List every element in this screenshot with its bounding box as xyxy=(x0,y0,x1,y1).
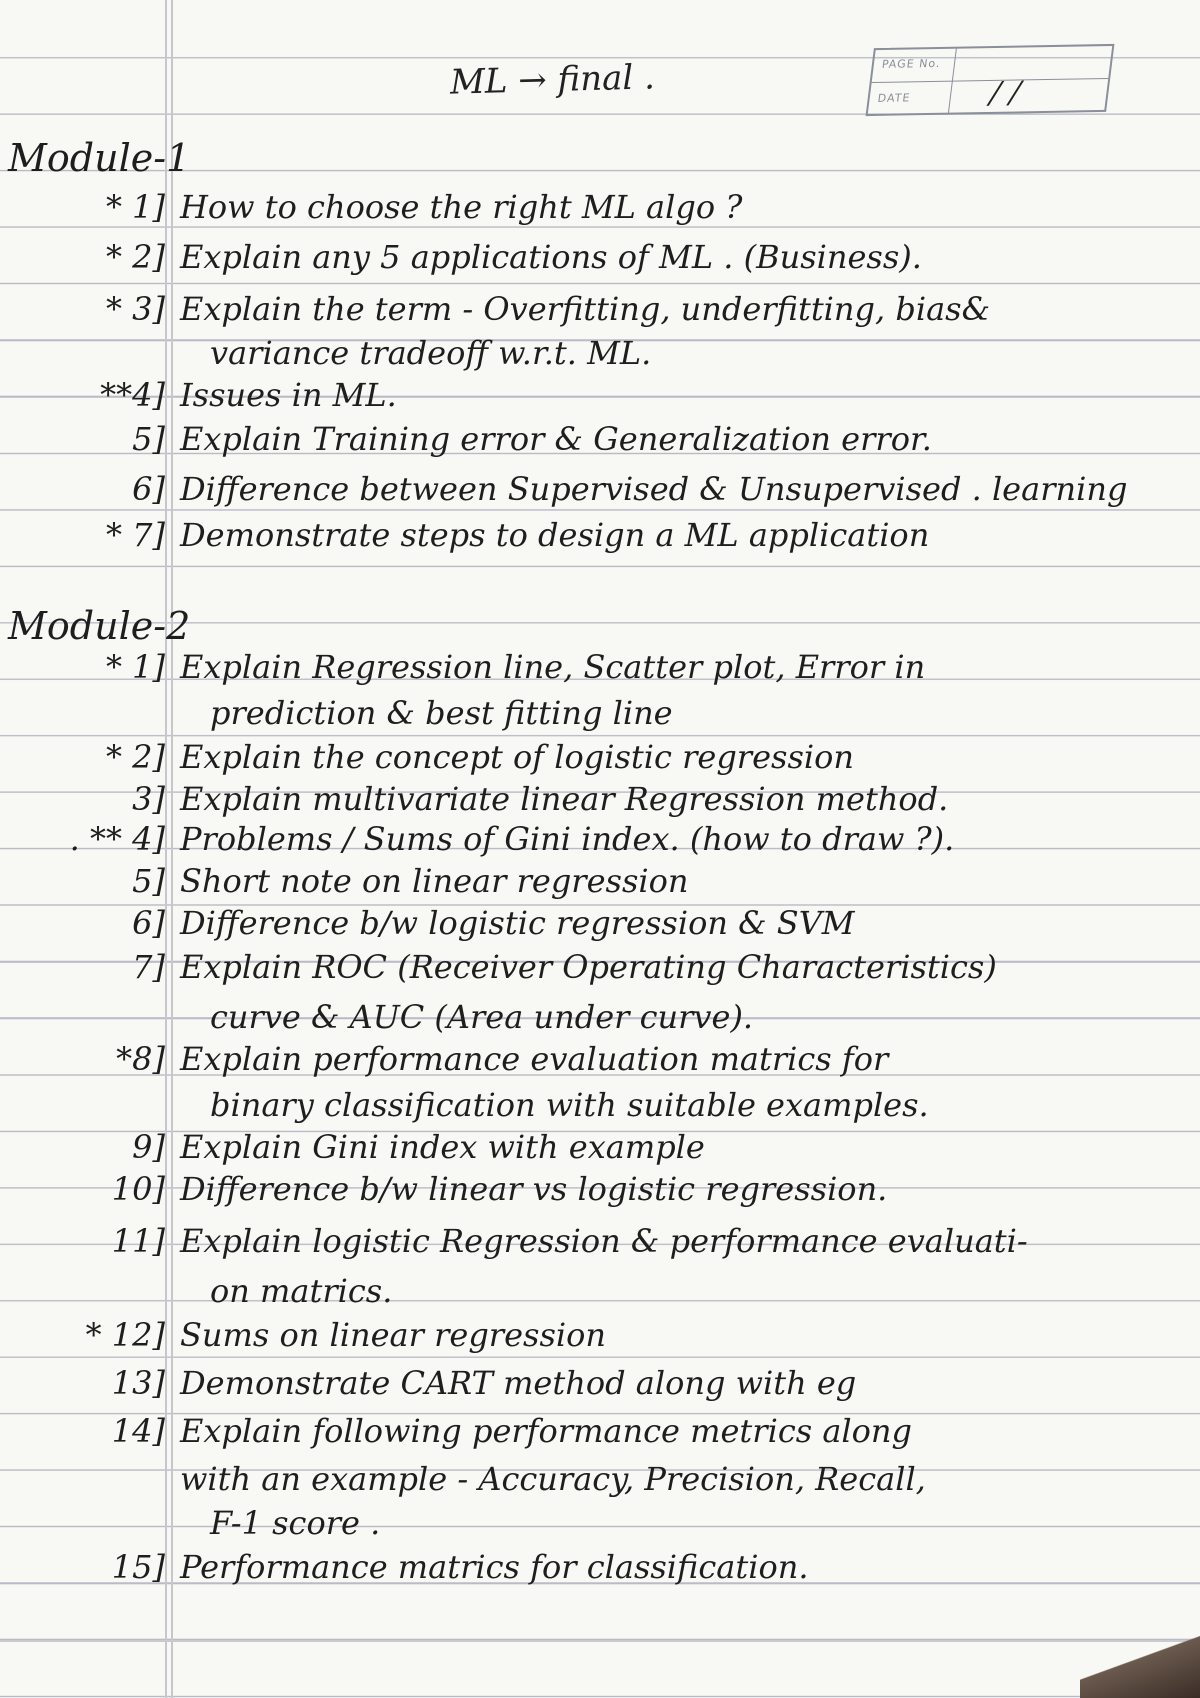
question-line xyxy=(0,376,1190,420)
question-line xyxy=(0,1222,1190,1266)
question-number: * 3] xyxy=(105,290,165,328)
question-text: How to choose the right ML algo ? xyxy=(180,188,743,226)
question-text: Explain the concept of logistic regression xyxy=(180,738,854,776)
question-text: Sums on linear regression xyxy=(180,1316,606,1354)
question-text: Difference between Supervised & Unsupervised . learning xyxy=(180,470,1128,508)
question-number: 7] xyxy=(132,948,165,986)
module-1-heading: Module-1 xyxy=(8,136,191,180)
question-text: Short note on linear regression xyxy=(180,862,689,900)
question-number: 5] xyxy=(132,862,165,900)
question-number: 13] xyxy=(111,1364,165,1402)
question-number: * 7] xyxy=(105,516,165,554)
question-text: Performance matrics for classification. xyxy=(180,1548,809,1586)
question-text: Difference b/w linear vs logistic regression. xyxy=(180,1170,888,1208)
question-text: Explain Regression line, Scatter plot, Error in xyxy=(180,648,926,686)
question-number: 11] xyxy=(111,1222,165,1260)
question-text: Explain Training error & Generalization error. xyxy=(180,420,932,458)
question-line-continued xyxy=(0,334,1190,378)
date-label: DATE xyxy=(876,91,912,105)
question-text: Problems / Sums of Gini index. (how to draw ?). xyxy=(180,820,955,858)
page-title: ML → final . xyxy=(449,57,656,103)
question-number: 5] xyxy=(132,420,165,458)
question-number: 9] xyxy=(132,1128,165,1166)
question-line xyxy=(0,238,1190,282)
question-text: Explain ROC (Receiver Operating Characteristics) xyxy=(180,948,997,986)
question-number: 3] xyxy=(132,780,165,818)
question-text: Explain Gini index with example xyxy=(180,1128,705,1166)
question-line xyxy=(0,948,1190,992)
question-line xyxy=(0,1316,1190,1360)
question-number: * 2] xyxy=(105,238,165,276)
question-line xyxy=(0,188,1190,232)
question-number: 6] xyxy=(132,904,165,942)
question-text: Explain performance evaluation matrics for xyxy=(180,1040,889,1078)
question-line xyxy=(0,780,1190,824)
question-text: Demonstrate CART method along with eg xyxy=(180,1364,857,1402)
question-text: with an example - Accuracy, Precision, Recall, xyxy=(180,1460,926,1498)
question-text: Demonstrate steps to design a ML application xyxy=(180,516,930,554)
question-text: curve & AUC (Area under curve). xyxy=(210,998,754,1036)
question-line xyxy=(0,516,1190,560)
question-number: 14] xyxy=(111,1412,165,1450)
question-line xyxy=(0,290,1190,334)
question-text: Explain any 5 applications of ML . (Business). xyxy=(180,238,922,276)
question-line xyxy=(0,648,1190,692)
question-text: binary classification with suitable examples. xyxy=(210,1086,929,1124)
question-number: 15] xyxy=(111,1548,165,1586)
question-line xyxy=(0,1548,1190,1592)
page-corner-shadow xyxy=(1080,1628,1200,1698)
question-line xyxy=(0,904,1190,948)
module-2-heading: Module-2 xyxy=(8,604,191,648)
question-number: * 2] xyxy=(105,738,165,776)
question-line xyxy=(0,470,1190,514)
question-text: variance tradeoff w.r.t. ML. xyxy=(210,334,652,372)
question-line xyxy=(0,1170,1190,1214)
question-number: . ** 4] xyxy=(69,820,165,858)
question-line-continued xyxy=(0,1504,1190,1548)
question-line-continued xyxy=(0,694,1190,738)
page-bottom-rule xyxy=(0,1640,1200,1642)
question-text: Issues in ML. xyxy=(180,376,397,414)
question-text: F-1 score . xyxy=(210,1504,381,1542)
question-number: 10] xyxy=(111,1170,165,1208)
question-text: Explain following performance metrics along xyxy=(180,1412,912,1450)
question-text: on matrics. xyxy=(210,1272,393,1310)
date-value: / / xyxy=(988,75,1023,111)
box-divider xyxy=(872,78,1109,83)
question-number: *8] xyxy=(116,1040,165,1078)
question-text: Explain the term - Overfitting, underfitting, bias& xyxy=(180,290,991,328)
question-text: prediction & best fitting line xyxy=(210,694,673,732)
question-line xyxy=(0,1412,1190,1456)
question-line xyxy=(0,420,1190,464)
question-number: * 1] xyxy=(105,188,165,226)
question-line xyxy=(0,1040,1190,1084)
question-number: **4] xyxy=(100,376,165,414)
page-date-box xyxy=(866,44,1115,116)
question-text: Explain multivariate linear Regression method. xyxy=(180,780,949,818)
page-no-label: PAGE No. xyxy=(881,56,942,71)
question-line xyxy=(0,1364,1190,1408)
question-line xyxy=(0,1128,1190,1172)
question-line-continued xyxy=(0,1086,1190,1130)
question-number: * 1] xyxy=(105,648,165,686)
question-line xyxy=(0,862,1190,906)
question-number: 6] xyxy=(132,470,165,508)
question-text: Explain logistic Regression & performance evaluati- xyxy=(180,1222,1028,1260)
question-number: * 12] xyxy=(85,1316,165,1354)
question-line xyxy=(0,738,1190,782)
question-line-continued xyxy=(0,1460,1190,1504)
question-line xyxy=(0,820,1190,864)
question-line-continued xyxy=(0,998,1190,1042)
question-text: Difference b/w logistic regression & SVM xyxy=(180,904,855,942)
question-line-continued xyxy=(0,1272,1190,1316)
